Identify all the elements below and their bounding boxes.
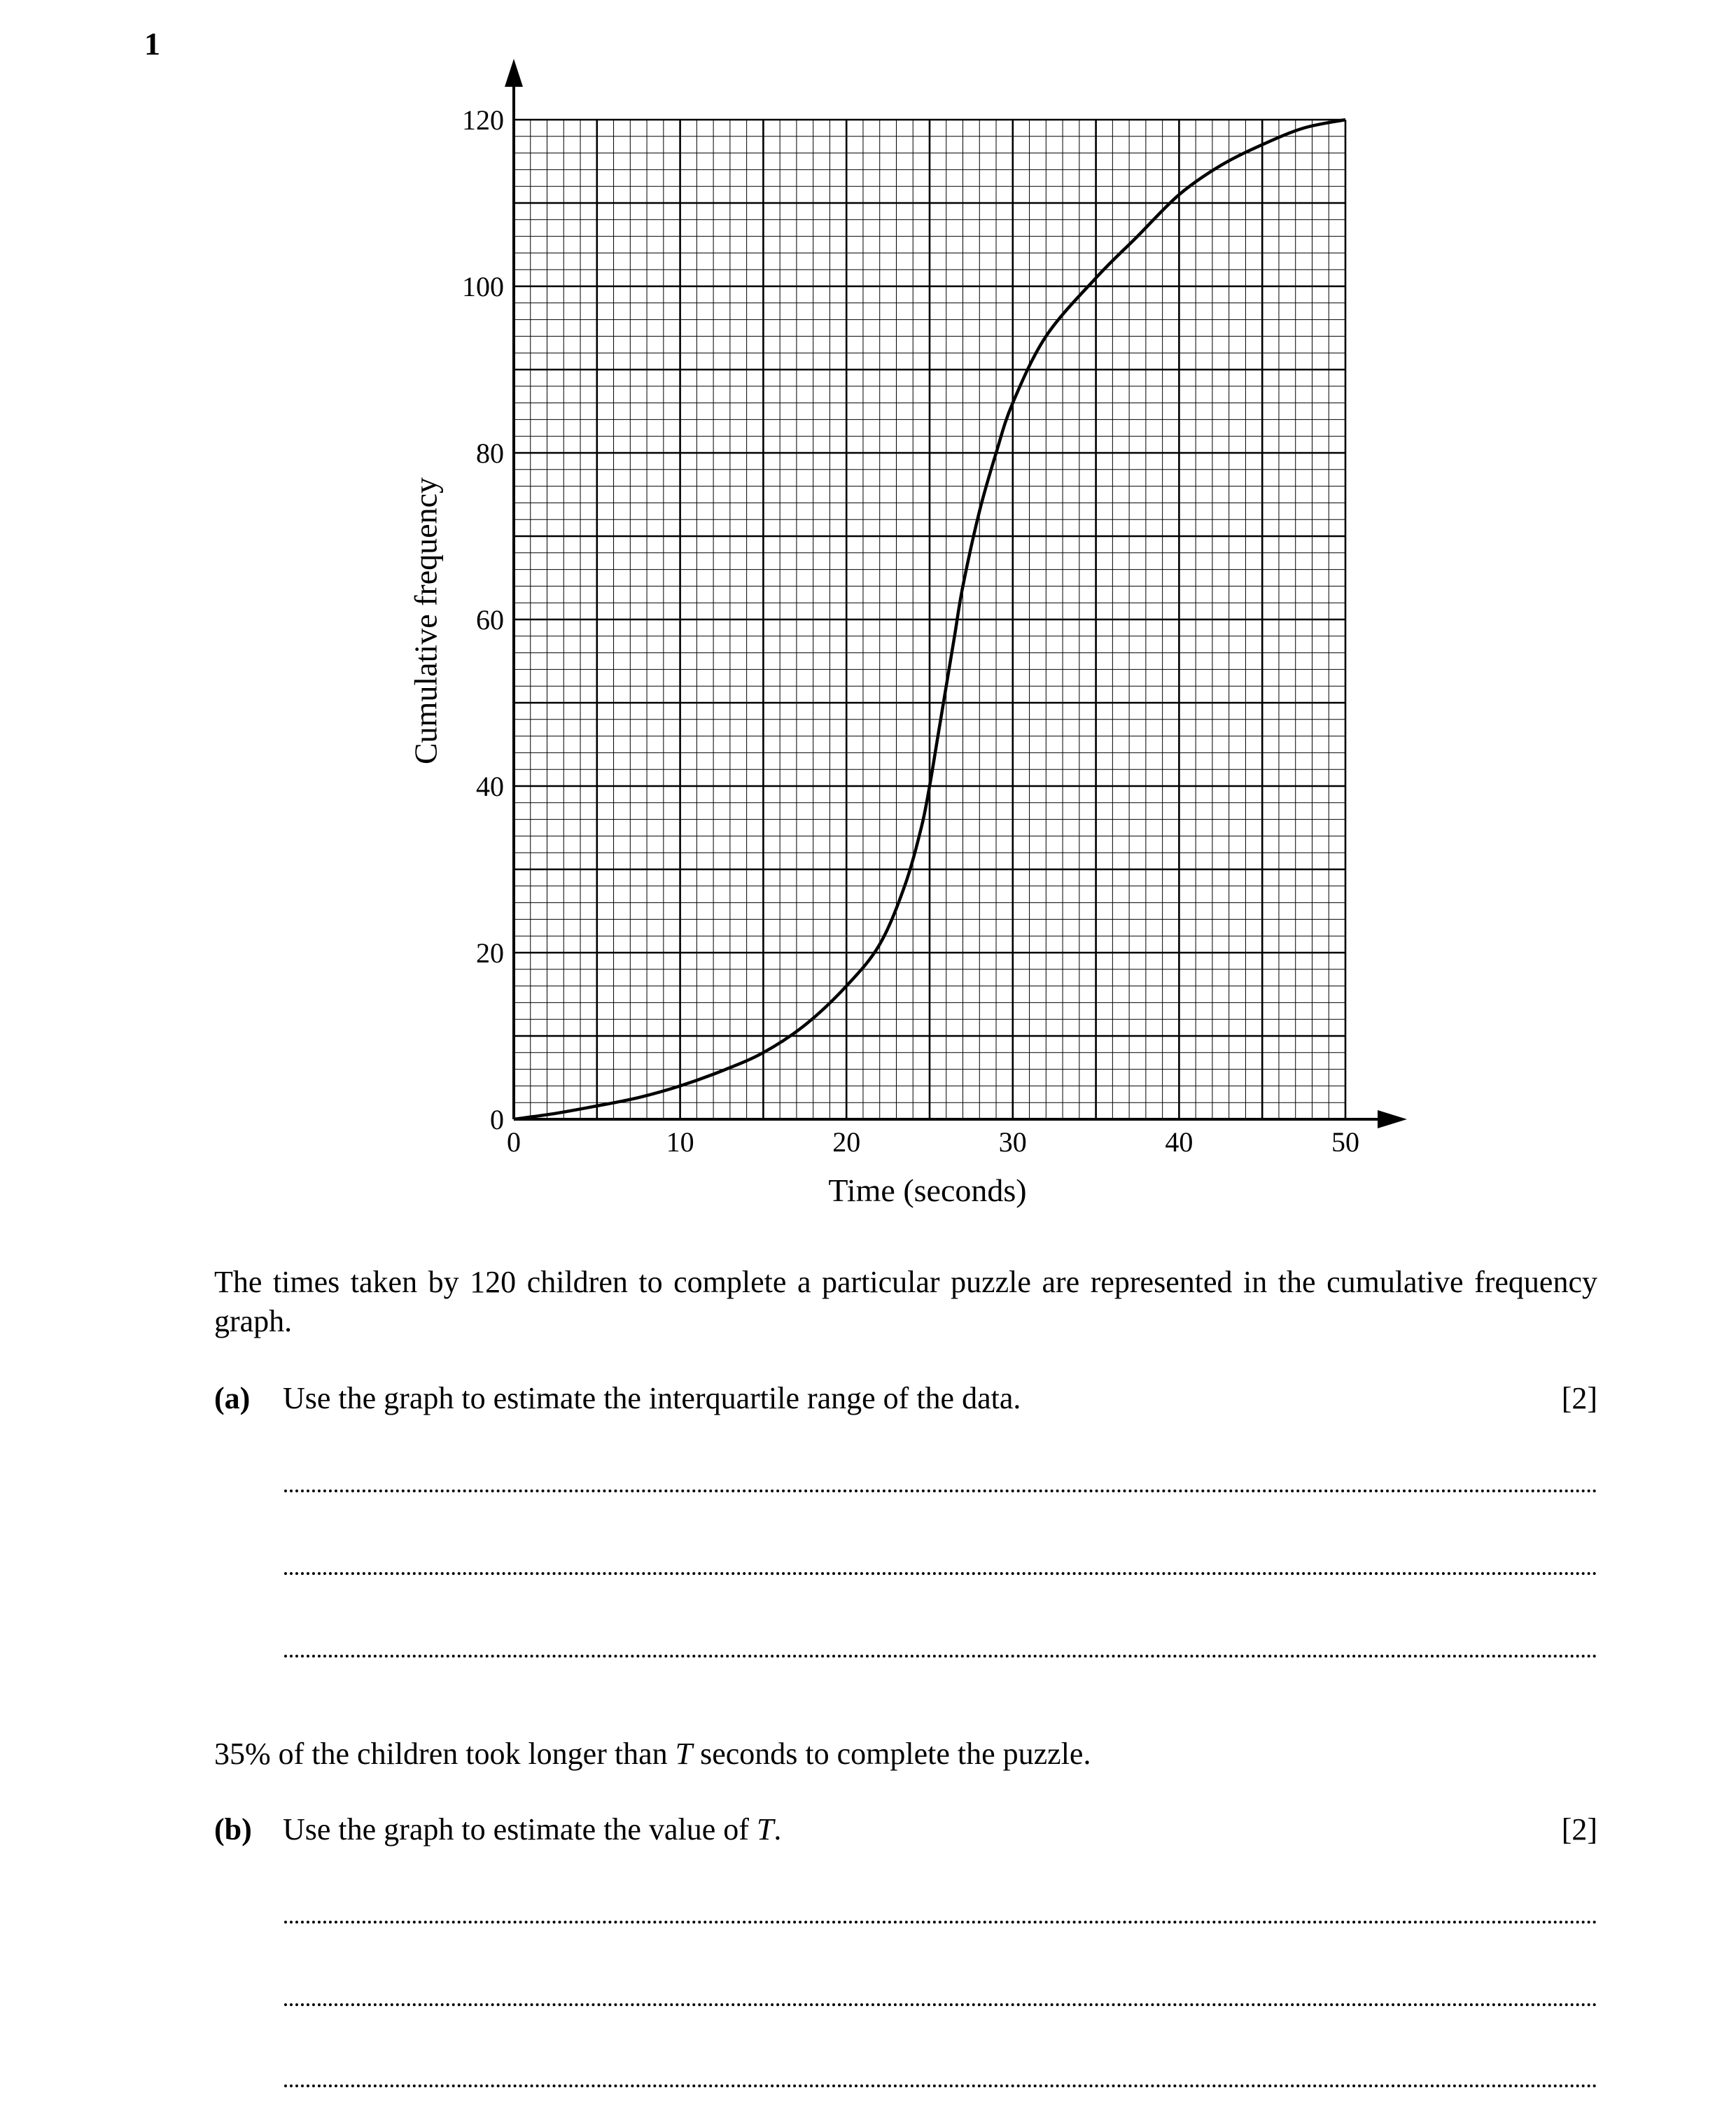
part-b-answer-line-3[interactable] xyxy=(284,2085,1597,2087)
y-tick-label: 20 xyxy=(476,937,504,969)
part-b xyxy=(214,1810,1597,1852)
y-tick-label: 100 xyxy=(462,271,504,302)
part-b-answer-line-1[interactable] xyxy=(284,1921,1597,1924)
question-number: 1 xyxy=(144,26,160,62)
x-axis-arrow-icon xyxy=(1378,1110,1407,1128)
part-a-answer-line-2[interactable] xyxy=(284,1572,1597,1575)
x-tick-label: 30 xyxy=(998,1126,1027,1158)
x-tick-label: 40 xyxy=(1165,1126,1194,1158)
part-b-label: (b) xyxy=(214,1812,252,1847)
part-a xyxy=(214,1379,1597,1421)
x-tick-label: 50 xyxy=(1331,1126,1359,1158)
graph-axes xyxy=(505,59,1407,1128)
part-a-marks: [2] xyxy=(1561,1381,1597,1415)
y-tick-label: 0 xyxy=(490,1104,504,1135)
y-tick-label: 60 xyxy=(476,604,504,636)
statement-35-percent xyxy=(214,1735,1597,1777)
statement-text: 35% of the children took longer than T seconds to complete the puzzle. xyxy=(214,1737,1091,1771)
question-intro: The times taken by 120 children to complete a particular puzzle are represented in the cumulative frequency graph. xyxy=(214,1265,1597,1338)
part-a-text: Use the graph to estimate the interquartile range of the data. xyxy=(283,1381,1021,1415)
x-tick-label: 0 xyxy=(507,1126,521,1158)
y-axis-arrow-icon xyxy=(505,59,523,87)
part-b-answer-line-2[interactable] xyxy=(284,2003,1597,2006)
y-tick-label: 40 xyxy=(476,771,504,802)
part-a-answer-line-1[interactable] xyxy=(284,1490,1597,1492)
x-tick-label: 10 xyxy=(666,1126,694,1158)
x-tick-label: 20 xyxy=(832,1126,861,1158)
part-b-marks: [2] xyxy=(1561,1812,1597,1847)
y-tick-label: 120 xyxy=(462,104,504,136)
x-axis-title: Time (seconds) xyxy=(828,1172,1027,1208)
part-a-answer-line-3[interactable] xyxy=(284,1655,1597,1658)
part-b-text: Use the graph to estimate the value of T. xyxy=(283,1812,782,1847)
part-a-label: (a) xyxy=(214,1381,251,1415)
y-axis-title: Cumulative frequency xyxy=(407,477,444,765)
y-tick-label: 80 xyxy=(476,437,504,469)
graph-grid xyxy=(514,120,1345,1119)
